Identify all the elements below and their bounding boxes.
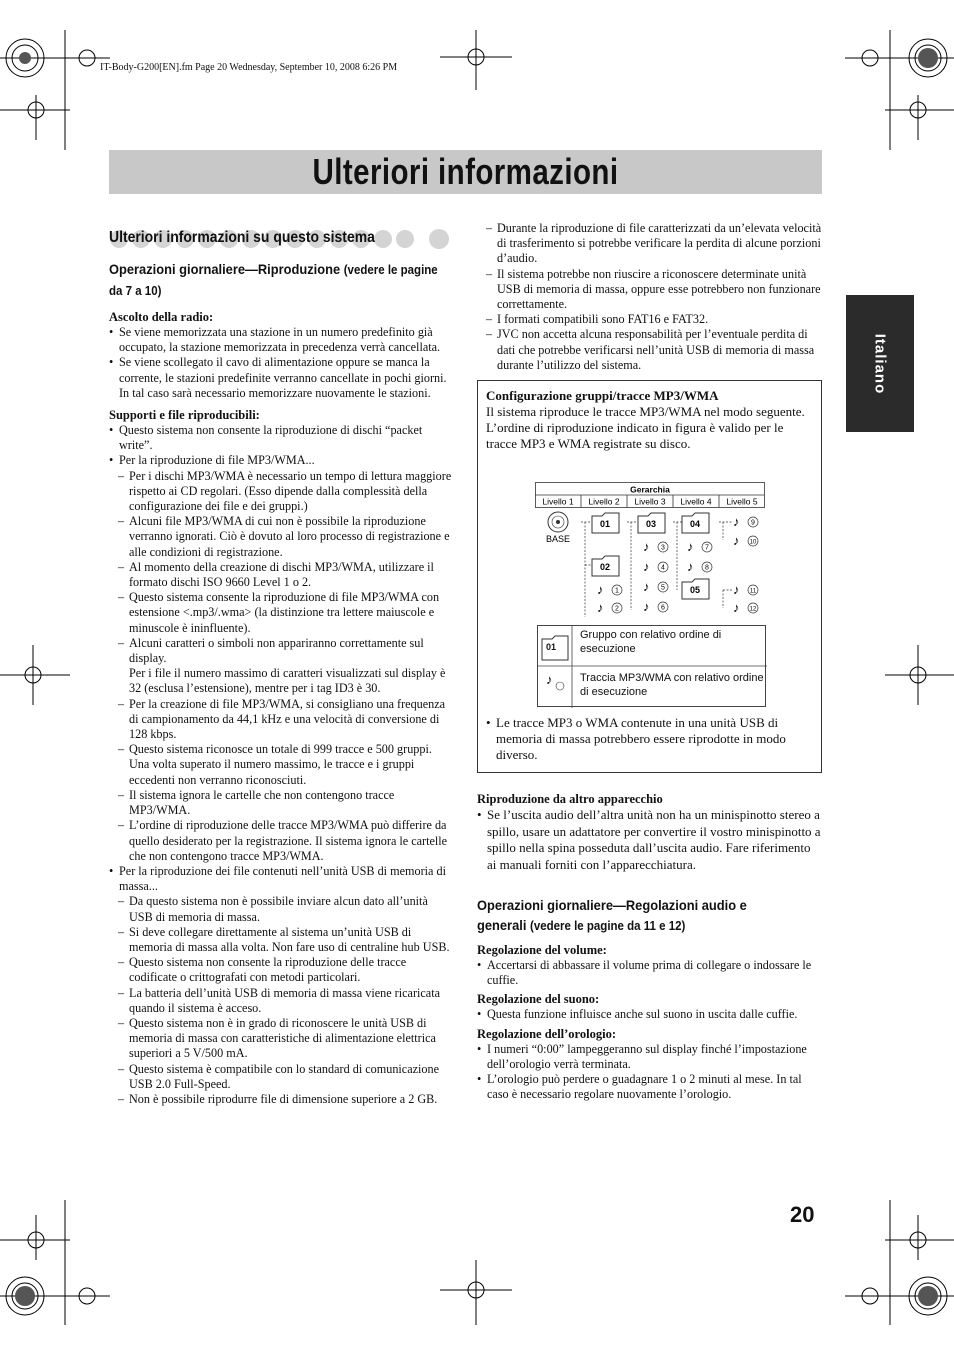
usb-item: – Il sistema potrebbe non riuscire a riconoscere determinate unità USB di memoria di massa, oppure esse potrebbero non funzionare correttamente. (477, 267, 822, 313)
track-number: 11 (749, 588, 757, 595)
clock-heading: Regolazione dell’orologio: (477, 1026, 616, 1041)
section-title: Ulteriori informazioni su questo sistema (109, 229, 375, 246)
track-number: 4 (661, 564, 665, 572)
music-note-icon: ♪ (546, 672, 553, 687)
base-label: BASE (545, 534, 571, 544)
title-bar (109, 150, 822, 194)
music-note-icon: ♪ (733, 582, 740, 597)
mp3-item: – Questo sistema riconosce un totale di 999 tracce e 500 gruppi. Una volta superato il numero massimo, le tracce e i gruppi eccedenti non verranno riconosciuti. (109, 742, 454, 788)
folder-number: 04 (689, 519, 701, 529)
file-header: IT-Body-G200[EN].fm Page 20 Wednesday, September 10, 2008 6:26 PM (100, 62, 398, 73)
mp3-item: – Per la creazione di file MP3/WMA, si consigliano una frequenza di campionamento da 44,1 kHz e una velocità di conversione di 128 kbps. (109, 697, 454, 743)
music-note-icon: ♪ (733, 600, 740, 615)
language-tab (846, 295, 914, 432)
mp3-item: – L’ordine di riproduzione delle tracce MP3/WMA può differire da quello desiderato per la registrazione. Il sistema ignora le cartelle che non contengono tracce MP3/WMA. (109, 818, 454, 864)
usb-item: – Questo sistema non consente la riproduzione delle tracce codificate o crittografati con metodi particolari. (109, 955, 454, 985)
clock-item: • L’orologio può perdere o guadagnare 1 o 2 minuti al mese. In tal caso è necessario regolare nuovamente l’orologio. (477, 1072, 822, 1102)
usb-item: – Da questo sistema non è possibile inviare alcun dato all’unità USB di memoria di massa. (109, 894, 454, 924)
volume-item: • Accertarsi di abbassare il volume prima di collegare o indossare le cuffie. (477, 958, 822, 988)
usb-item: – Durante la riproduzione di file caratterizzati da un’elevata velocità di trasferimento si potrebbe verificare la perdita di alcune porzioni d’audio. (477, 221, 822, 267)
ops2-heading: Operazioni giornaliere—Regolazioni audio e generali (vedere le pagine da 11 e 12) (477, 897, 747, 933)
clock-item: • I numeri “0:00” lampeggeranno sul display finché l’impostazione dell’orologio verrà terminata. (477, 1042, 822, 1072)
track-number: 1 (615, 587, 619, 595)
media-item: • Per la riproduzione dei file contenuti nell’unità USB di memoria di massa... (109, 864, 454, 894)
radio-item: • Se viene memorizzata una stazione in un numero predefinito già occupato, la stazione memorizzata in precedenza verrà cancellata. (109, 325, 454, 355)
legend-group-text: Gruppo con relativo ordine di esecuzione (580, 629, 722, 655)
usb-item: – Non è possibile riprodurre file di dimensione superiore a 2 GB. (109, 1092, 454, 1107)
usb-item: – Questo sistema è compatibile con lo standard di comunicazione USB 2.0 Full-Speed. (109, 1062, 454, 1092)
usb-item: – Questo sistema non è in grado di riconoscere le unità USB di memoria di massa con caratteristiche di alimentazione elettrica superiori a 5 V/500 mA. (109, 1016, 454, 1062)
music-note-icon: ♪ (643, 599, 650, 614)
track-number: 9 (751, 519, 755, 527)
usb-item: – I formati compatibili sono FAT16 e FAT32. (477, 312, 822, 327)
order-circle-icon (556, 682, 564, 690)
volume-heading: Regolazione del volume: (477, 943, 607, 957)
page-number: 20 (790, 1202, 815, 1227)
music-note-icon: ♪ (643, 579, 650, 594)
track-number: 5 (661, 584, 665, 592)
level-label: Livello 5 (726, 496, 758, 507)
mp3-item: – Alcuni caratteri o simboli non appariranno correttamente sul display. (109, 636, 454, 666)
folder-number: 02 (599, 562, 611, 572)
other-item: • Se l’uscita audio dell’altra unità non ha un minispinotto stereo a spillo, usare un adattatore per convertire il vostro minispinotto a spillo nella spina posseduta dall’uscita audio. Fare riferimento ai manuali forniti con l’apparecchiatura. (477, 807, 822, 873)
page-title: Ulteriori informazioni (312, 151, 619, 192)
mp3-item: – Alcuni file MP3/WMA di cui non è possibile la riproduzione verranno ignorati. Ciò è dovuto al loro processo di registrazione e alle condizioni di registrazione. (109, 514, 454, 560)
music-note-icon: ♪ (643, 559, 650, 574)
track-number: 7 (705, 544, 709, 552)
mp3-item: – Al momento della creazione di dischi MP3/WMA, utilizzare il formato dischi ISO 9660 Level 1 o 2. (109, 560, 454, 590)
folder-number: 01 (599, 519, 611, 529)
music-note-icon: ♪ (687, 539, 694, 554)
music-note-icon: ♪ (643, 539, 650, 554)
folder-number: 03 (645, 519, 657, 529)
box-title: Configurazione gruppi/tracce MP3/WMA (486, 388, 719, 403)
diagram-legend (537, 625, 766, 707)
level-label: Livello 2 (588, 496, 620, 507)
box-note: • Le tracce MP3 o WMA contenute in una unità USB di memoria di massa potrebbero essere riprodotte in modo diverso. (486, 715, 816, 763)
music-note-icon: ♪ (597, 600, 604, 615)
sound-heading: Regolazione del suono: (477, 992, 600, 1007)
level-label: Livello 1 (542, 496, 574, 507)
mp3-item: – Per i dischi MP3/WMA è necessario un tempo di lettura maggiore rispetto ai CD regolari. (Esso dipende dalla complessità della configurazione dei file e dei gruppi.) (109, 469, 454, 515)
track-number: 10 (749, 539, 757, 546)
track-number: 3 (661, 544, 665, 552)
disc-icon (548, 512, 568, 532)
ops-heading: Operazioni giornaliere—Riproduzione (vedere le pagine da 7 a 10) (109, 261, 438, 298)
hierarchy-diagram (535, 482, 775, 622)
other-heading: Riproduzione da altro apparecchio (477, 792, 663, 806)
usb-item: – JVC non accetta alcuna responsabilità per l’eventuale perdita di dati che potrebbe verificarsi nell’unità USB di memoria di massa durante l’utilizzo del sistema. (477, 327, 822, 373)
legend-track-text: Traccia MP3/WMA con relativo ordine di esecuzione (580, 672, 764, 698)
level-label: Livello 4 (680, 496, 712, 507)
legend-folder-number: 01 (546, 642, 557, 652)
track-number: 12 (749, 606, 757, 613)
music-note-icon: ♪ (733, 533, 740, 548)
media-heading: Supporti e file riproducibili: (109, 408, 260, 423)
right-column-bottom (477, 791, 822, 1102)
left-column (109, 259, 454, 1107)
box-paragraph: Il sistema riproduce le tracce MP3/WMA nel modo seguente. (486, 404, 805, 419)
radio-heading: Ascolto della radio: (109, 310, 214, 324)
sound-item: • Questa funzione influisce anche sul suono in uscita dalle cuffie. (477, 1007, 822, 1022)
mp3-item-cont: Per i file il numero massimo di caratteri visualizzati sul display è 32 (esclusa l’estensione), mentre per i tag ID3 è 30. (129, 666, 446, 696)
ops-ref: (vedere le pagine da 7 a 10) (109, 263, 438, 298)
level-label: Livello 3 (634, 496, 666, 507)
right-column-top (477, 221, 822, 373)
music-note-icon: ♪ (597, 582, 604, 597)
language-tab-label: Italiano (871, 333, 889, 394)
media-item: • Per la riproduzione di file MP3/WMA... (109, 453, 454, 468)
media-item: • Questo sistema non consente la riproduzione di dischi “packet write”. (109, 423, 454, 453)
radio-item: • Se viene scollegato il cavo di alimentazione oppure se manca la corrente, le stazioni predefinite verranno cancellate in pochi giorni. In tal caso sarà necessario memorizzare nuovamente le stazioni. (109, 355, 454, 401)
ops2-ref: (vedere le pagine da 11 e 12) (529, 919, 686, 933)
box-paragraph: L’ordine di riproduzione indicato in figura è valido per le tracce MP3 e WMA registrate su disco. (486, 420, 784, 451)
mp3-item: – Il sistema ignora le cartelle che non contengono tracce MP3/WMA. (109, 788, 454, 818)
music-note-icon: ♪ (687, 559, 694, 574)
hierarchy-label: Gerarchia (630, 484, 670, 495)
track-number: 6 (661, 604, 665, 612)
track-number: 8 (705, 564, 709, 572)
folder-number: 05 (689, 585, 701, 595)
mp3-item: – Questo sistema consente la riproduzione di file MP3/WMA con estensione <.mp3/.wma> (la distinzione tra lettere maiuscole e minuscole è ininfluente). (109, 590, 454, 636)
track-number: 2 (615, 605, 619, 613)
music-note-icon: ♪ (733, 514, 740, 529)
usb-item: – Si deve collegare direttamente al sistema un’unità USB di memoria di massa alla volta. Non fare uso di centraline hub USB. (109, 925, 454, 955)
usb-item: – La batteria dell’unità USB di memoria di massa viene ricaricata quando il sistema è acceso. (109, 986, 454, 1016)
